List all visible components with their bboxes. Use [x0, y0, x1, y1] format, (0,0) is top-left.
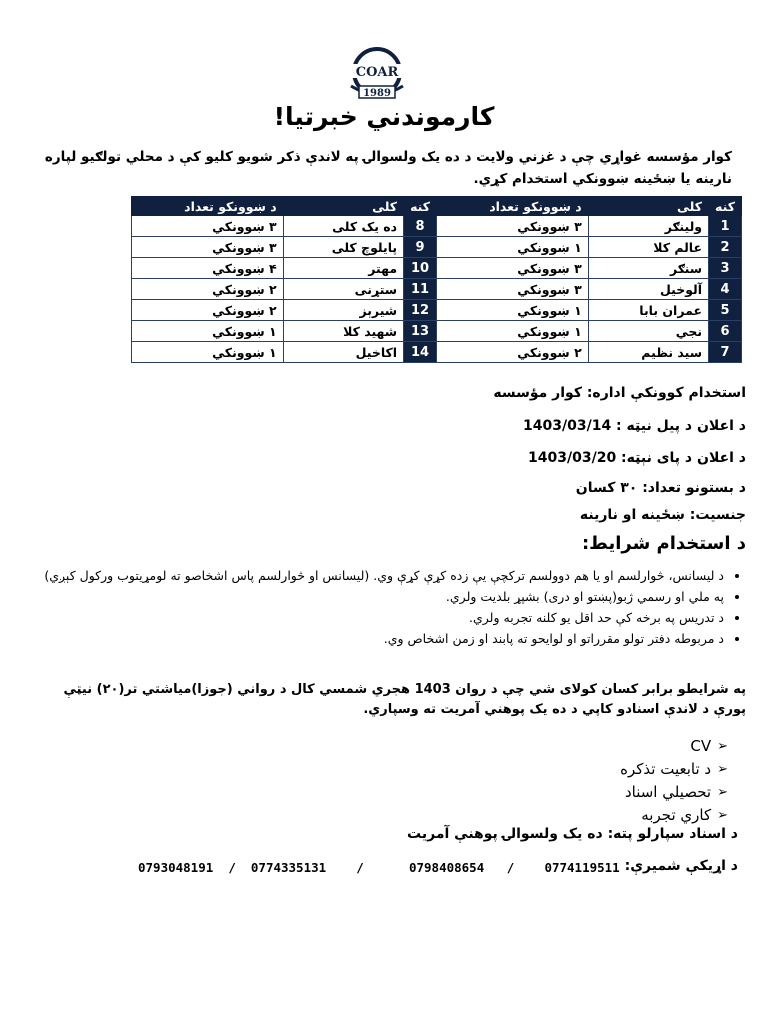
row-number: 6 — [709, 321, 742, 342]
logo-text: COAR — [355, 65, 399, 80]
row-number: 9 — [404, 237, 437, 258]
hiring-organization: استخدام کوونکې اداره: کوار مؤسسه — [493, 385, 746, 401]
gender: جنسیت: ښځینه او نارینه — [579, 507, 746, 523]
teacher-count: ۳ ښوونکي — [437, 279, 589, 300]
table-row — [132, 300, 742, 321]
teacher-count: ۱ ښوونکي — [437, 321, 589, 342]
condition-item: • په ملي او رسمي ژبو(پښتو او دری) بشپړ بلدیت ولري. — [14, 587, 724, 606]
teacher-count: ۲ ښوونکي — [132, 279, 284, 300]
document-item — [620, 735, 728, 758]
coar-logo — [337, 44, 417, 106]
conditions-title: د استخدام شرایط: — [581, 533, 746, 554]
required-documents-list — [620, 735, 728, 827]
villages-table — [131, 196, 742, 363]
conditions-list — [14, 566, 746, 650]
condition-item: • د لیسانس، څوارلسم او یا هم دوولسم ترکچې یې زده کړې کړې وي. (لیسانس او څوارلسم پاس اشخاصو ته لومړیتوب ورکول کېږي) — [14, 566, 724, 585]
row-number: 3 — [709, 258, 742, 279]
row-number: 2 — [709, 237, 742, 258]
teacher-count: ۳ ښوونکي — [437, 258, 589, 279]
row-number: 4 — [709, 279, 742, 300]
col-header-teachers: د ښوونکو تعداد — [132, 197, 284, 216]
table-row — [132, 237, 742, 258]
village-name: شیرېز — [283, 300, 403, 321]
submission-address: د اسناد سپارلو پته: ده یک ولسوالۍ پوهنې آمریت — [407, 826, 738, 842]
col-header-village: کلی — [588, 197, 708, 216]
table-row — [132, 216, 742, 237]
table-row — [132, 342, 742, 363]
document-label: CV — [690, 737, 712, 755]
row-number: 8 — [404, 216, 437, 237]
phone-number: 0774119511 — [544, 860, 620, 875]
col-header-number: کنه — [709, 197, 742, 216]
condition-item: • د مربوطه دفتر تولو مقرراتو او لوایحو ته پابند او زمن اشخاص وي. — [14, 629, 724, 648]
submission-note: په شرایطو برابر کسان کولای شي چې د روان 1403 هجري شمسي کال د رواني (جوزا)میاشتي تر(۲۰) نیټې پورې د لاندې اسنادو کاپي د ده یک پوهني آمریت ته وسپاري. — [63, 682, 746, 717]
row-number: 1 — [709, 216, 742, 237]
village-name: سنګر — [588, 258, 708, 279]
document-item — [620, 758, 728, 781]
document-label: کاري تجربه — [641, 806, 712, 824]
announcement-end-date: د اعلان د پای نېټه: 1403/03/20 — [528, 450, 746, 466]
village-name: ده یک کلی — [283, 216, 403, 237]
village-name: سید نظیم — [588, 342, 708, 363]
village-name: ولینګر — [588, 216, 708, 237]
table-header-row — [132, 197, 742, 216]
village-name: ستړنی — [283, 279, 403, 300]
positions-count: د بستونو تعداد: ۳۰ کسان — [575, 480, 746, 496]
teacher-count: ۳ ښوونکي — [132, 237, 284, 258]
table-row — [132, 321, 742, 342]
col-header-number: کنه — [404, 197, 437, 216]
document-item — [620, 804, 728, 827]
teacher-count: ۱ ښوونکي — [437, 237, 589, 258]
teacher-count: ۱ ښوونکي — [437, 300, 589, 321]
logo-year: 1989 — [363, 88, 391, 99]
document-label: د تابعیت تذکره — [620, 760, 712, 778]
arrow-icon: ➢ — [717, 739, 728, 754]
teacher-count: ۴ ښوونکي — [132, 258, 284, 279]
row-number: 5 — [709, 300, 742, 321]
intro-text: کوار مؤسسه غواړي چې د غزني ولایت د ده یک ولسوالۍ په لاندې ذکر شویو کلیو کې د محلي تولګیو لپاره نارینه یا ښځینه ښوونکي استخدام کړي. — [44, 149, 732, 187]
row-number: 7 — [709, 342, 742, 363]
row-number: 13 — [404, 321, 437, 342]
phone-number: 0798408654 — [408, 860, 485, 875]
page-title: کارموندني خبرتیا! — [273, 102, 495, 131]
announcement-start-date: د اعلان د پیل نیټه : 1403/03/14 — [523, 418, 746, 434]
village-name: پایلوچ کلی — [283, 237, 403, 258]
village-name: نجي — [588, 321, 708, 342]
arrow-icon: ➢ — [717, 762, 728, 777]
col-header-village: کلی — [283, 197, 403, 216]
document-label: تحصیلي اسناد — [624, 783, 712, 801]
row-number: 11 — [404, 279, 437, 300]
contact-label: د اړیکې شمیرې: — [624, 858, 738, 874]
teacher-count: ۱ ښوونکي — [132, 321, 284, 342]
arrow-icon: ➢ — [717, 785, 728, 800]
village-name: عالم کلا — [588, 237, 708, 258]
arrow-icon: ➢ — [717, 808, 728, 823]
village-name: آلوخیل — [588, 279, 708, 300]
row-number: 10 — [404, 258, 437, 279]
teacher-count: ۳ ښوونکي — [132, 216, 284, 237]
village-name: شهید کلا — [283, 321, 403, 342]
table-row — [132, 258, 742, 279]
teacher-count: ۱ ښوونکي — [132, 342, 284, 363]
col-header-teachers: د ښوونکو تعداد — [437, 197, 589, 216]
condition-item: • د تدریس په برخه کې حد اقل یو کلنه تجربه ولري. — [14, 608, 724, 627]
village-name: اکاخیل — [283, 342, 403, 363]
teacher-count: ۲ ښوونکي — [132, 300, 284, 321]
table-row — [132, 279, 742, 300]
teacher-count: ۲ ښوونکي — [437, 342, 589, 363]
teacher-count: ۳ ښوونکي — [437, 216, 589, 237]
document-item — [620, 781, 728, 804]
phone-number: 0793048191 — [138, 860, 214, 875]
row-number: 14 — [404, 342, 437, 363]
phone-number: 0774335131 — [250, 860, 327, 875]
village-name: عمران بابا — [588, 300, 708, 321]
row-number: 12 — [404, 300, 437, 321]
phone-numbers: 0793048191 / 0774335131 / 0798408654 / 0774119511 — [138, 860, 620, 875]
village-name: مهتر — [283, 258, 403, 279]
